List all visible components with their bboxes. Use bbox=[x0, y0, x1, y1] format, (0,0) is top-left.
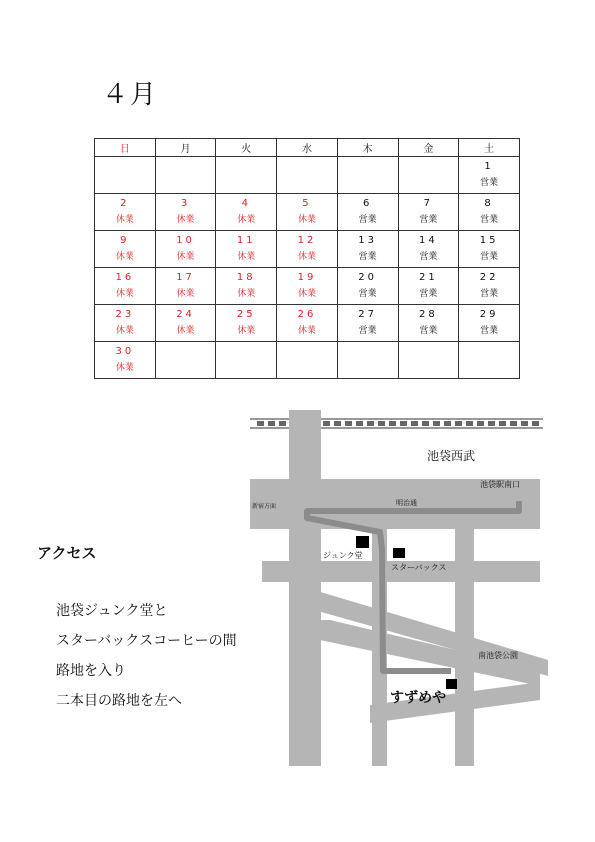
day-number: 4 bbox=[241, 198, 251, 209]
direction-line-1: 池袋ジュンク堂と bbox=[56, 603, 168, 619]
day-number: 5 bbox=[302, 198, 312, 209]
day-status: 営業 bbox=[480, 326, 499, 336]
label-minami-park: 南池袋公園 bbox=[478, 651, 518, 660]
weekday-header-1: 月 bbox=[155, 139, 216, 157]
day-status: 休業 bbox=[237, 326, 256, 336]
day-number: 6 bbox=[362, 198, 373, 209]
day-status: 休業 bbox=[297, 252, 316, 262]
day-status: 営業 bbox=[358, 215, 377, 225]
day-status: 営業 bbox=[480, 178, 499, 188]
day-status: 休業 bbox=[237, 215, 256, 225]
day-number: 1 bbox=[484, 161, 494, 172]
day-number: 30 bbox=[115, 346, 135, 357]
day-status: 営業 bbox=[480, 215, 499, 225]
day-number: 26 bbox=[297, 309, 317, 320]
day-status: 休業 bbox=[115, 326, 134, 336]
day-number: 28 bbox=[419, 309, 438, 320]
day-number: 27 bbox=[358, 309, 378, 320]
day-number: 3 bbox=[180, 198, 191, 209]
label-ikebukuro-seibu: 池袋西武 bbox=[427, 449, 476, 463]
day-status: 休業 bbox=[176, 289, 195, 299]
weekday-header-0: 日 bbox=[95, 139, 156, 157]
shop-marker bbox=[446, 679, 457, 689]
weekday-header-4: 木 bbox=[337, 139, 398, 157]
day-status: 休業 bbox=[237, 252, 256, 262]
day-status: 営業 bbox=[419, 289, 438, 299]
label-station-south-exit: 池袋駅南口 bbox=[480, 480, 520, 489]
direction-line-4: 二本目の路地を左へ bbox=[56, 693, 182, 709]
label-meiji-dori: 明治通 bbox=[396, 499, 417, 507]
day-status: 休業 bbox=[115, 215, 134, 225]
month-title: ４月 bbox=[102, 80, 159, 110]
label-shop-name: すずめや bbox=[390, 690, 447, 706]
day-status: 営業 bbox=[480, 289, 499, 299]
label-shinjuku-direction: 新宿方面 bbox=[252, 503, 277, 510]
day-number: 22 bbox=[479, 272, 499, 283]
day-number: 21 bbox=[419, 272, 438, 283]
day-status: 営業 bbox=[480, 252, 499, 262]
weekday-header-5: 金 bbox=[398, 139, 459, 157]
day-status: 休業 bbox=[297, 326, 316, 336]
weekday-header-6: 土 bbox=[459, 139, 520, 157]
day-status: 休業 bbox=[297, 215, 316, 225]
day-status: 休業 bbox=[176, 252, 195, 262]
day-number: 12 bbox=[297, 235, 317, 246]
label-starbucks: スターバックス bbox=[391, 563, 447, 572]
day-status: 休業 bbox=[115, 289, 134, 299]
weekday-header-3: 水 bbox=[277, 139, 338, 157]
label-junkudo: ジュンク堂 bbox=[323, 551, 363, 560]
day-number: 16 bbox=[115, 272, 135, 283]
day-number: 24 bbox=[176, 309, 195, 320]
direction-line-2: スターバックスコーヒーの間 bbox=[56, 633, 237, 649]
day-status: 休業 bbox=[297, 289, 316, 299]
weekday-header-2: 火 bbox=[216, 139, 277, 157]
day-number: 10 bbox=[176, 235, 195, 246]
day-status: 営業 bbox=[419, 252, 438, 262]
day-number: 20 bbox=[358, 272, 378, 283]
direction-line-3: 路地を入り bbox=[56, 663, 126, 679]
day-status: 営業 bbox=[358, 289, 377, 299]
day-number: 13 bbox=[358, 235, 378, 246]
starbucks-marker bbox=[393, 548, 405, 558]
day-status: 営業 bbox=[419, 326, 438, 336]
junkudo-marker bbox=[356, 536, 369, 548]
day-status: 休業 bbox=[237, 289, 256, 299]
day-number: 11 bbox=[236, 235, 256, 246]
day-number: 25 bbox=[236, 309, 256, 320]
day-status: 営業 bbox=[419, 215, 438, 225]
day-status: 営業 bbox=[358, 252, 377, 262]
day-status: 休業 bbox=[176, 215, 195, 225]
day-status: 休業 bbox=[176, 326, 195, 336]
day-status: 営業 bbox=[358, 326, 377, 336]
day-number: 29 bbox=[479, 309, 499, 320]
day-number: 19 bbox=[297, 272, 317, 283]
day-number: 8 bbox=[484, 198, 494, 209]
day-number: 2 bbox=[120, 198, 130, 209]
day-number: 23 bbox=[115, 309, 135, 320]
road-vertical-right bbox=[455, 529, 474, 766]
day-number: 9 bbox=[120, 235, 130, 246]
day-status: 休業 bbox=[115, 363, 134, 373]
day-number: 14 bbox=[419, 235, 438, 246]
access-title: アクセス bbox=[37, 544, 97, 562]
day-number: 15 bbox=[479, 235, 499, 246]
day-number: 7 bbox=[423, 198, 434, 209]
roads bbox=[250, 410, 548, 766]
day-number: 18 bbox=[236, 272, 256, 283]
day-status: 休業 bbox=[115, 252, 134, 262]
day-number: 17 bbox=[176, 272, 195, 283]
